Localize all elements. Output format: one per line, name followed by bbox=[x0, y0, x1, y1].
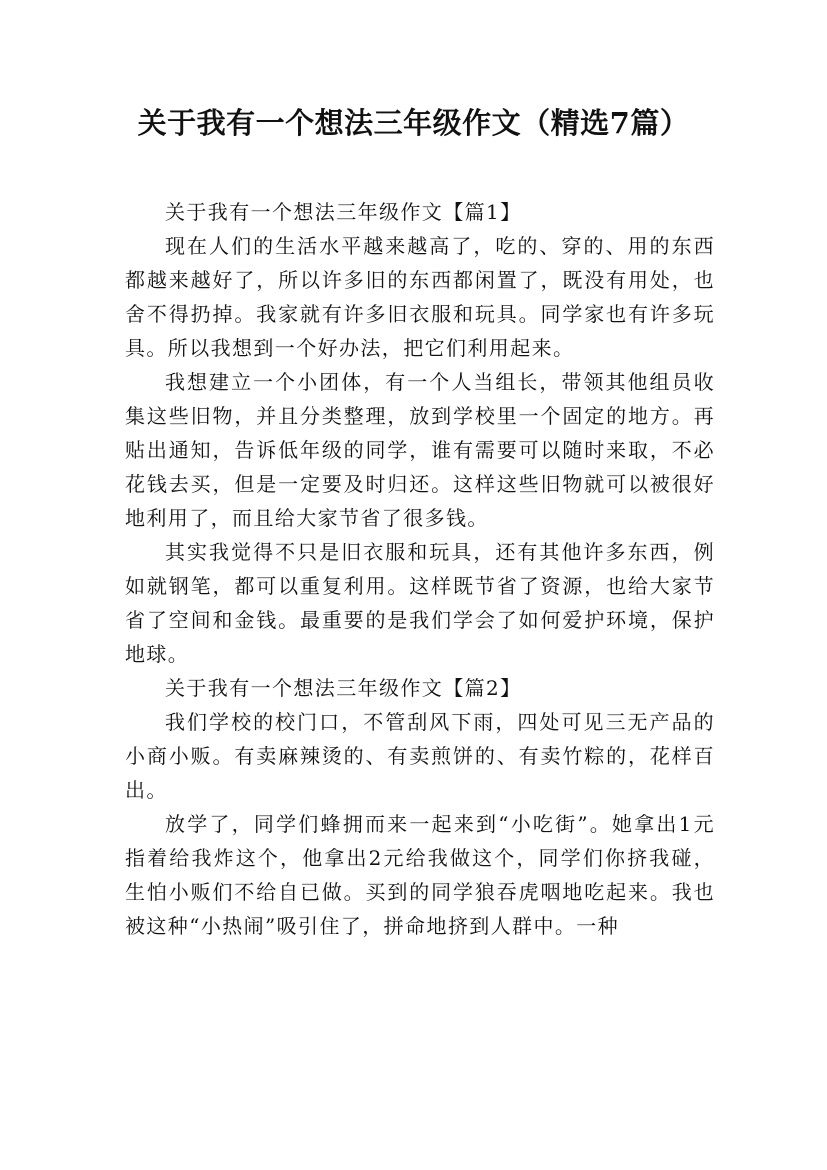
section-heading: 关于我有一个想法三年级作文【篇2】 bbox=[165, 676, 522, 700]
document-title: 关于我有一个想法三年级作文（精选7篇） bbox=[137, 106, 690, 140]
paragraph: 我们学校的校门口，不管刮风下雨，四处可见三无产品的小商小贩。有卖麻辣烫的、有卖煎饼的、有卖竹粽的，花样百出。 bbox=[125, 710, 715, 802]
document-body bbox=[125, 195, 715, 943]
paragraph: 放学了，同学们蜂拥而来一起来到“小吃街”。她拿出1元指着给我炸这个，他拿出2元给我做这个，同学们你挤我碰，生怕小贩们不给自已做。买到的同学狼吞虎咽地吃起来。我也被这种“小热闹”吸引住了，拼命地挤到人群中。一种 bbox=[125, 812, 715, 938]
paragraph: 现在人们的生活水平越来越高了，吃的、穿的、用的东西都越来越好了，所以许多旧的东西都闲置了，既没有用处，也舍不得扔掉。我家就有许多旧衣服和玩具。同学家也有许多玩具。所以我想到一个好办法，把它们利用起来。 bbox=[125, 234, 715, 360]
paragraph: 其实我觉得不只是旧衣服和玩具，还有其他许多东西，例如就钢笔，都可以重复利用。这样既节省了资源，也给大家节省了空间和金钱。最重要的是我们学会了如何爱护环境，保护地球。 bbox=[125, 540, 715, 666]
section-heading: 关于我有一个想法三年级作文【篇1】 bbox=[165, 200, 522, 224]
paragraph: 我想建立一个小团体，有一个人当组长，带领其他组员收集这些旧物，并且分类整理，放到学校里一个固定的地方。再贴出通知，告诉低年级的同学，谁有需要可以随时来取，不必花钱去买，但是一定要及时归还。这样这些旧物就可以被很好地利用了，而且给大家节省了很多钱。 bbox=[125, 370, 715, 530]
